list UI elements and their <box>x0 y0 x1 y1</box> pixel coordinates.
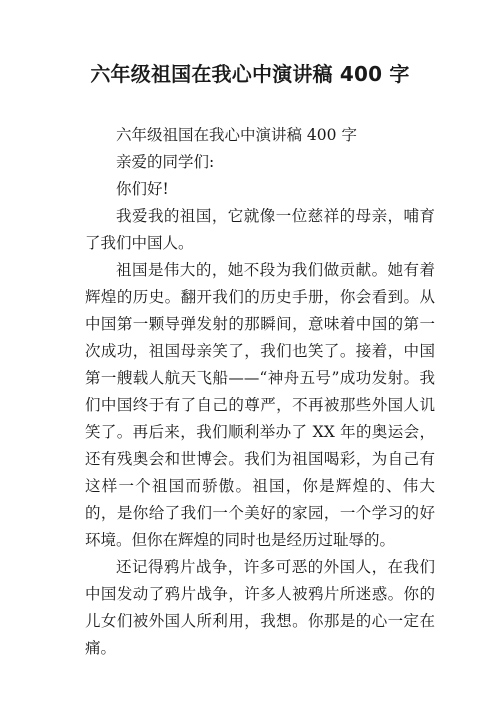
paragraph-greeting: 你们好! <box>116 180 169 198</box>
document-title: 六年级祖国在我心中演讲稿 400 字 <box>90 62 410 86</box>
paragraph-body-2: 祖国是伟大的，她不段为我们做贡献。她有着辉煌的历史。翻开我们的历史手册，你会看到。从中国第一颗导弹发射的那瞬间，意味着中国的第一次成功，祖国母亲笑了，我们也笑了。接着，中国第一艘载人航天飞船——“神舟五号”成功发射。我们中国终于有了自己的尊严，不再被那些外国人讥笑了。再后来，我们顺利举办了 XX 年的奥运会，还有残奥会和世博会。我们为祖国喝彩，为自己有这样一个祖国而骄傲。祖国，你是辉煌的、伟大的，是你给了我们一个美好的家园，一个学习的好环境。但你在辉煌的同时也是经历过耻辱的。 <box>85 261 435 549</box>
paragraph-salutation: 亲爱的同学们: <box>116 153 215 171</box>
paragraph-heading: 六年级祖国在我心中演讲稿 400 字 <box>116 126 357 144</box>
document-body <box>85 122 435 662</box>
paragraph-body-3: 还记得鸦片战争，许多可恶的外国人，在我们中国发动了鸦片战争，许多人被鸦片所迷惑。你的儿女们被外国人所利用，我想。你那是的心一定在痛。 <box>85 558 435 657</box>
paragraph-body-1: 我爱我的祖国，它就像一位慈祥的母亲，哺育了我们中国人。 <box>85 207 435 252</box>
